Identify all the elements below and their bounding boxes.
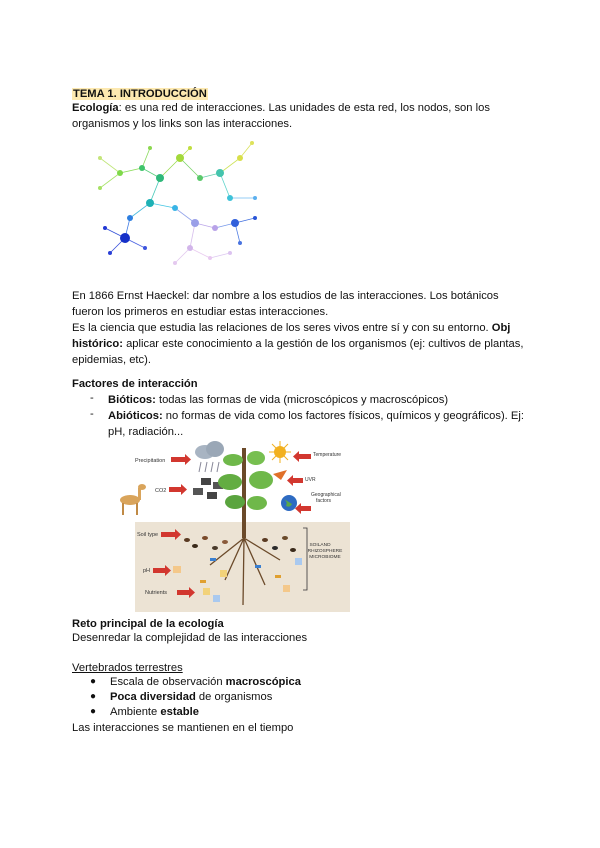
label-precipitation: Precipitation <box>135 458 166 464</box>
label-rhizosphere: RHIZOSPHERE <box>307 549 343 554</box>
factores-item-abioticos-cont: pH, radiación... <box>108 426 184 438</box>
page-title: TEMA 1. INTRODUCCIÓN <box>73 88 207 100</box>
label-soiland: SOILAND <box>309 543 331 548</box>
label-temperature: Temperature <box>313 452 342 458</box>
label-co2: CO2 <box>155 488 167 494</box>
network-figure <box>80 128 280 278</box>
history-line-4: histórico: aplicar este conocimiento a la gestión de los organismos (ej: cultivos de plantas, <box>72 338 524 350</box>
ecologia-line-2: organismos y los links son las interacciones. <box>72 118 293 130</box>
bullet-icon: ● <box>90 691 97 702</box>
label-uvr: UVR <box>305 477 316 483</box>
label-nutrients: Nutrients <box>145 590 168 596</box>
factores-bullet-1: - <box>90 392 94 404</box>
vertebrados-item-1: Escala de observación macroscópica <box>110 676 301 688</box>
ecologia-line-1: Ecología: es una red de interacciones. Las unidades de esta red, los nodos, son los <box>72 102 490 114</box>
history-line-1: En 1866 Ernst Haeckel: dar nombre a los estudios de las interacciones. Los botánicos <box>72 290 499 302</box>
sun-icon <box>269 441 291 463</box>
vertebrados-item-2: Poca diversidad de organismos <box>110 691 273 703</box>
vertebrados-footer: Las interacciones se mantienen en el tiempo <box>72 722 294 734</box>
label-factors: factors <box>316 498 332 504</box>
history-line-2: fueron los primeros en estudiar estas interacciones. <box>72 306 329 318</box>
bullet-icon: ● <box>90 706 97 717</box>
reto-heading: Reto principal de la ecología <box>72 618 224 630</box>
factores-bullet-2: - <box>90 408 94 420</box>
bullet-icon: ● <box>90 676 97 687</box>
factores-item-abioticos: Abióticos: no formas de vida como los factores físicos, químicos y geográficos). Ej: <box>108 410 524 422</box>
factores-heading: Factores de interacción <box>72 378 198 390</box>
ecologia-term: Ecología <box>72 102 119 114</box>
vertebrados-heading: Vertebrados terrestres <box>72 662 183 674</box>
label-microbiome: MICROBIOME <box>309 555 341 560</box>
label-soil-type: Soil type <box>137 532 159 538</box>
label-ph: pH <box>143 568 151 574</box>
vertebrados-item-3: Ambiente estable <box>110 706 199 718</box>
interaction-factors-figure <box>115 440 350 612</box>
label-geographical: Geographical <box>311 492 341 498</box>
history-line-5: epidemias, etc). <box>72 354 151 366</box>
history-line-3: Es la ciencia que estudia las relaciones de los seres vivos entre sí y con su entorno. Obj <box>72 322 511 334</box>
reto-text: Desenredar la complejidad de las interacciones <box>72 632 308 644</box>
factores-item-bioticos: Bióticos: todas las formas de vida (microscópicos y macroscópicos) <box>108 394 449 406</box>
